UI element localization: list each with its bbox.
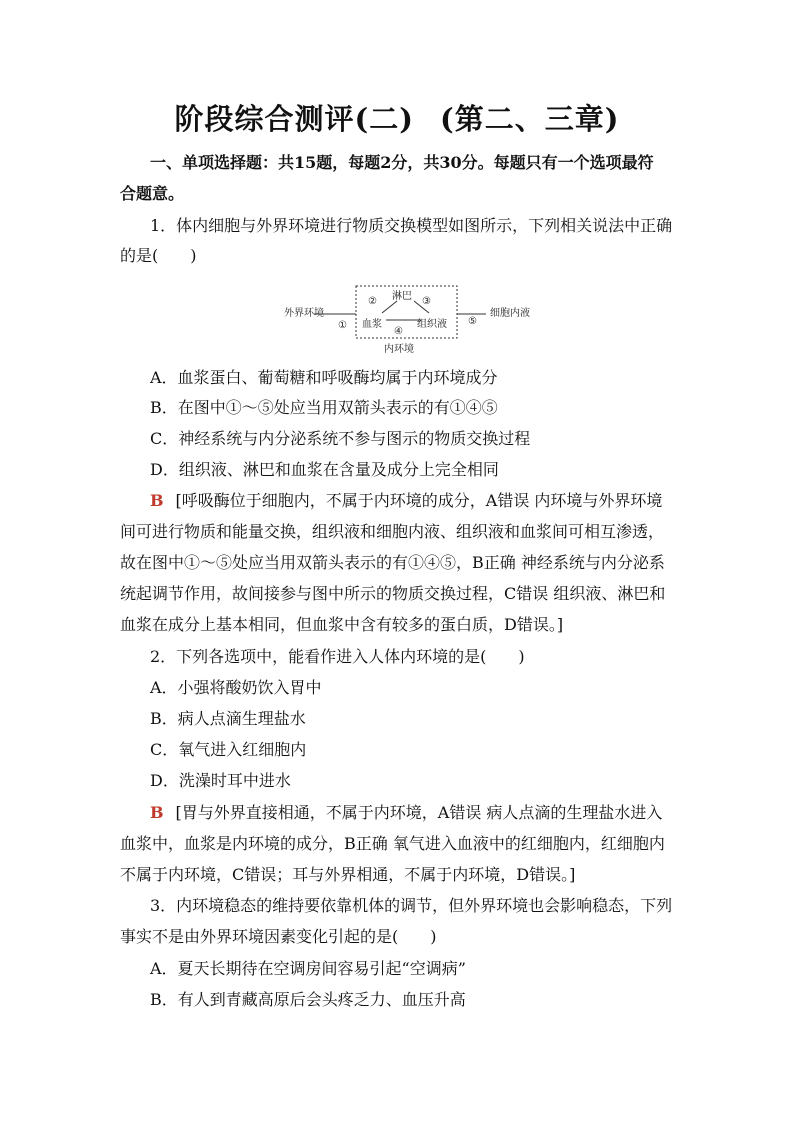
q2-option-b: B．病人点滴生理盐水 (150, 709, 306, 728)
title-sub: (第二、三章) (440, 102, 620, 136)
marker-4: ④ (394, 326, 403, 337)
label-tissue-fluid: 组织液 (417, 319, 447, 330)
q1-explain-line1 (150, 491, 680, 511)
q3-stem-line2: 事实不是由外界环境因素变化引起的是( ) (120, 927, 437, 946)
label-plasma: 血浆 (362, 319, 382, 330)
q3-option-a: A．夏天长期待在空调房间容易引起“空调病” (150, 959, 466, 978)
q2-option-c: C．氧气进入红细胞内 (150, 740, 307, 759)
q2-answer-letter: B (150, 803, 164, 822)
q1-answer-letter: B (150, 491, 164, 510)
q2-stem: 2．下列各选项中，能看作进入人体内环境的是( ) (150, 647, 525, 666)
marker-5: ⑤ (468, 316, 477, 327)
q1-stem-line2: 的是( ) (120, 246, 197, 265)
title-main: 阶段综合测评(二) (174, 102, 414, 136)
q1-stem-line1: 1．体内细胞与外界环境进行物质交换模型如图所示，下列相关说法中正确 (150, 216, 673, 235)
q1-explain-line2: 间可进行物质和能量交换，组织液和细胞内液、组织液和血浆间可相互渗透， (120, 522, 665, 541)
q2-explain-text1: [胃与外界直接相通，不属于内环境，A错误 病人点滴的生理盐水进入 (175, 803, 663, 822)
marker-1: ① (338, 320, 347, 331)
q3-stem-line1: 3．内环境稳态的维持要依靠机体的调节，但外界环境也会影响稳态，下列 (150, 896, 673, 915)
q1-explain-text1: [呼吸酶位于细胞内，不属于内环境的成分，A错误 内环境与外界环境 (175, 491, 663, 510)
label-cell-fluid: 细胞内液 (490, 308, 530, 319)
label-internal: 内环境 (384, 344, 414, 355)
q1-explain-line3: 故在图中①～⑤处应当用双箭头表示的有①④⑤，B正确 神经系统与内分泌系 (120, 553, 665, 572)
marker-3: ③ (422, 296, 431, 307)
q2-explain-line2: 血浆中，血浆是内环境的成分，B正确 氧气进入血液中的红细胞内，红细胞内 (120, 834, 665, 853)
diagram-svg (276, 284, 546, 364)
label-lymph: 淋巴 (392, 291, 412, 302)
page-title (0, 97, 794, 138)
q1-option-d: D．组织液、淋巴和血浆在含量及成分上完全相同 (150, 460, 499, 479)
section-heading-line1: 一、单项选择题：共15题，每题2分，共30分。每题只有一个选项最符 (150, 153, 654, 172)
q1-explain-line5: 血浆在成分上基本相同，但血浆中含有较多的蛋白质，D错误。] (120, 615, 564, 634)
internal-environment-diagram (276, 284, 546, 364)
label-outside: 外界环境 (284, 308, 324, 319)
section-heading-line2: 合题意。 (120, 184, 185, 203)
marker-2: ② (368, 296, 377, 307)
q3-option-b: B．有人到青藏高原后会头疼乏力、血压升高 (150, 990, 466, 1009)
q2-explain-line1 (150, 803, 680, 823)
q1-option-b: B．在图中①～⑤处应当用双箭头表示的有①④⑤ (150, 398, 498, 417)
q1-option-c: C．神经系统与内分泌系统不参与图示的物质交换过程 (150, 429, 531, 448)
q2-option-d: D．洗澡时耳中进水 (150, 771, 291, 790)
line-2 (382, 301, 397, 313)
q1-explain-line4: 统起调节作用，故间接参与图中所示的物质交换过程，C错误 组织液、淋巴和 (120, 584, 666, 603)
q1-option-a: A．血浆蛋白、葡萄糖和呼吸酶均属于内环境成分 (150, 368, 498, 387)
q2-explain-line3: 不属于内环境，C错误；耳与外界相通，不属于内环境，D错误。] (120, 865, 576, 884)
q2-option-a: A．小强将酸奶饮入胃中 (150, 678, 322, 697)
